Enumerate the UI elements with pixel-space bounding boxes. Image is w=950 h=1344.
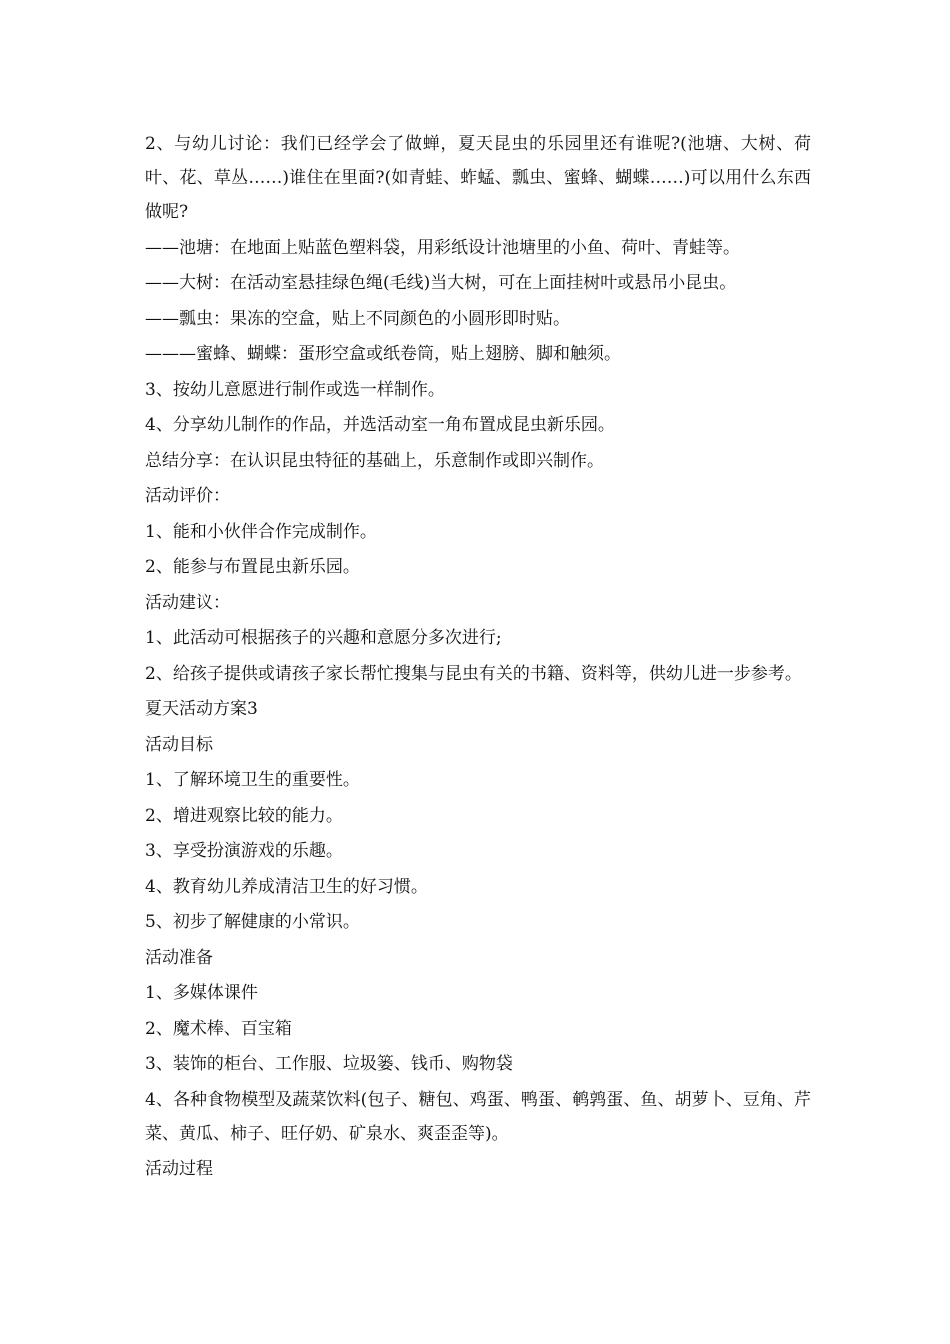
paragraph: ———蜜蜂、蝴蝶：蛋形空盒或纸卷筒，贴上翅膀、脚和触须。: [145, 344, 621, 364]
paragraph: 3、装饰的柜台、工作服、垃圾篓、钱币、购物袋: [145, 1054, 513, 1074]
paragraph: 3、享受扮演游戏的乐趣。: [145, 841, 343, 861]
paragraph: 4、各种食物模型及蔬菜饮料(包子、糖包、鸡蛋、鸭蛋、鹌鹑蛋、鱼、胡萝卜、豆角、芹菜、黄瓜、柿子、旺仔奶、矿泉水、爽歪歪等)。: [145, 1089, 811, 1144]
section-heading: 活动准备: [145, 947, 213, 968]
paragraph: 4、分享幼儿制作的作品，并选活动室一角布置成昆虫新乐园。: [145, 415, 615, 435]
paragraph: ——瓢虫：果冻的空盒，贴上不同颜色的小圆形即时贴。: [145, 308, 570, 329]
paragraph: 2、给孩子提供或请孩子家长帮忙搜集与昆虫有关的书籍、资料等，供幼儿进一步参考。: [145, 663, 802, 684]
paragraph: 2、魔术棒、百宝箱: [145, 1018, 292, 1039]
document-body: [145, 127, 811, 1186]
section-heading: 活动评价：: [145, 486, 230, 506]
section-heading: 活动目标: [145, 734, 213, 755]
paragraph: ——大树：在活动室悬挂绿色绳(毛线)当大树，可在上面挂树叶或悬吊小昆虫。: [145, 273, 737, 293]
paragraph: 2、增进观察比较的能力。: [145, 805, 343, 826]
document-title: 夏天活动方案3: [145, 699, 258, 719]
paragraph: 4、教育幼儿养成清洁卫生的好习惯。: [145, 876, 428, 897]
paragraph: 总结分享：在认识昆虫特征的基础上，乐意制作或即兴制作。: [145, 450, 604, 471]
paragraph: 2、与幼儿讨论：我们已经学会了做蝉，夏天昆虫的乐园里还有谁呢?(池塘、大树、荷叶、花、草丛……)谁住在里面?(如青蛙、蚱蜢、瓢虫、蜜蜂、蝴蝶……)可以用什么东西做呢?: [145, 134, 811, 222]
paragraph: 1、了解环境卫生的重要性。: [145, 770, 360, 790]
paragraph: 1、此活动可根据孩子的兴趣和意愿分多次进行;: [145, 628, 502, 648]
paragraph: 3、按幼儿意愿进行制作或选一样制作。: [145, 379, 445, 400]
paragraph: 1、能和小伙伴合作完成制作。: [145, 521, 377, 542]
paragraph: ——池塘：在地面上贴蓝色塑料袋，用彩纸设计池塘里的小鱼、荷叶、青蛙等。: [145, 237, 740, 258]
section-heading: 活动过程: [145, 1159, 213, 1179]
section-heading: 活动建议：: [145, 592, 230, 613]
paragraph: 2、能参与布置昆虫新乐园。: [145, 557, 360, 577]
paragraph: 1、多媒体课件: [145, 983, 258, 1003]
paragraph: 5、初步了解健康的小常识。: [145, 912, 360, 932]
